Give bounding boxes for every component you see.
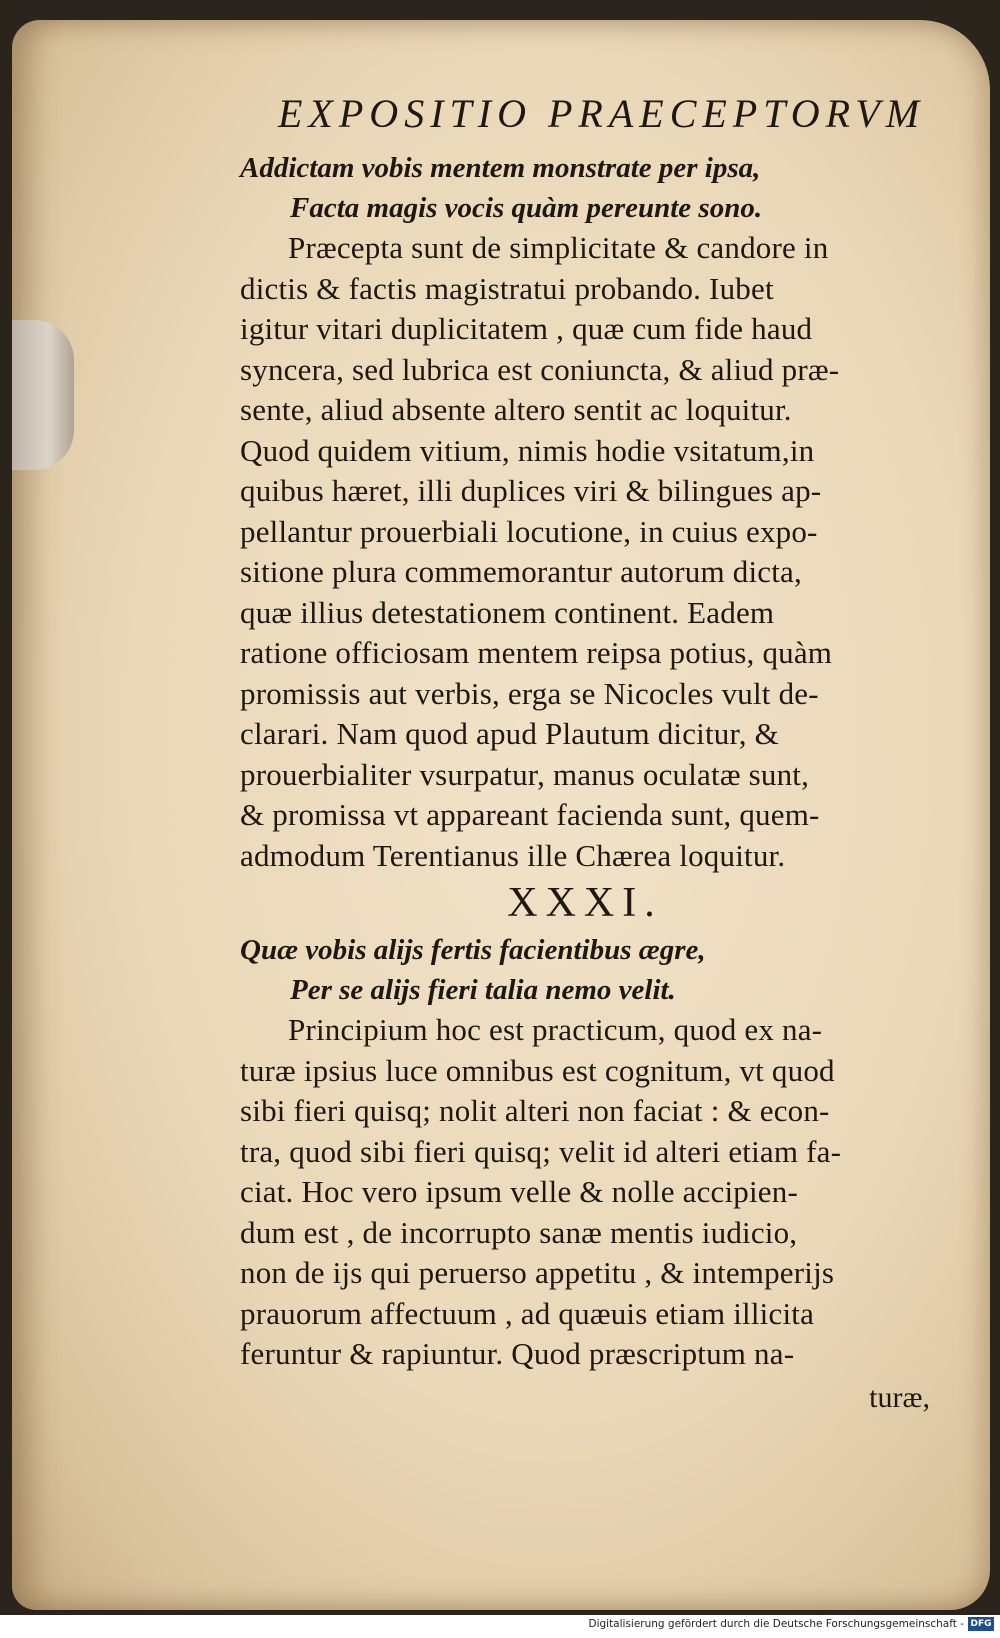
page-clip xyxy=(12,320,74,470)
text-line: quæ illius detestationem continent. Eadem xyxy=(240,594,775,630)
text-line: feruntur & rapiuntur. Quod præscriptum na- xyxy=(240,1336,795,1371)
text-line: prauorum affectuum , ad quæuis etiam illicita xyxy=(240,1295,815,1331)
text-line: tra, quod sibi fieri quisq; velit id alteri etiam fa- xyxy=(240,1133,842,1169)
text-line: dictis & factis magistratui probando. Iubet xyxy=(240,270,774,306)
paragraph-2 xyxy=(240,1010,930,1375)
text-line: sente, aliud absente altero sentit ac loquitur. xyxy=(240,392,792,427)
text-line: & promissa vt appareant facienda sunt, quem- xyxy=(240,797,820,832)
text-line: pellantur prouerbiali locutione, in cuius expo- xyxy=(240,513,818,549)
text-line: Præcepta sunt de simplicitate & candore in xyxy=(288,230,829,265)
text-line: sitione plura commemorantur autorum dicta, xyxy=(240,554,802,589)
text-line: Principium hoc est practicum, quod ex na- xyxy=(288,1012,823,1047)
funding-credit: Digitalisierung gefördert durch die Deutsche Forschungsgemeinschaft - xyxy=(588,1618,964,1630)
dfg-logo: DFG xyxy=(968,1617,994,1631)
paragraph-1 xyxy=(240,228,930,876)
text-line: admodum Terentianus ille Chærea loquitur. xyxy=(240,837,786,873)
text-line: non de ijs qui peruerso appetitu , & intemperijs xyxy=(240,1255,835,1290)
text-line: promissis aut verbis, erga se Nicocles vult de- xyxy=(240,675,819,711)
text-line: clarari. Nam quod apud Plautum dicitur, & xyxy=(240,716,779,751)
verse-line: Per se alijs fieri talia nemo velit. xyxy=(290,974,676,1006)
text-line: turæ ipsius luce omnibus est cognitum, vt quod xyxy=(240,1052,835,1088)
text-line: Quod quidem vitium, nimis hodie vsitatum,in xyxy=(240,432,815,468)
text-line: quibus hæret, illi duplices viri & bilingues ap- xyxy=(240,473,822,508)
running-header: EXPOSITIO PRAECEPTORVM xyxy=(278,91,926,136)
text-line: ciat. Hoc vero ipsum velle & nolle accipien- xyxy=(240,1174,798,1209)
catchword: turæ, xyxy=(869,1380,930,1414)
page-text xyxy=(240,90,930,1415)
text-line: igitur vitari duplicitatem , quæ cum fide haud xyxy=(240,311,813,346)
section-number: XXXI. xyxy=(507,880,663,926)
verse-line: Quæ vobis alijs fertis facientibus ægre, xyxy=(240,934,706,966)
text-line: dum est , de incorrupto sanæ mentis iudicio, xyxy=(240,1214,798,1250)
text-line: prouerbialiter vsurpatur, manus oculatæ sunt, xyxy=(240,756,810,792)
verse-line: Addictam vobis mentem monstrate per ipsa, xyxy=(240,152,761,184)
text-line: ratione officiosam mentem reipsa potius, quàm xyxy=(240,635,833,670)
text-line: sibi fieri quisq; nolit alteri non faciat : & econ- xyxy=(240,1093,830,1128)
verse-line: Facta magis vocis quàm pereunte sono. xyxy=(290,192,763,224)
text-line: syncera, sed lubrica est coniuncta, & aliud præ- xyxy=(240,351,840,387)
